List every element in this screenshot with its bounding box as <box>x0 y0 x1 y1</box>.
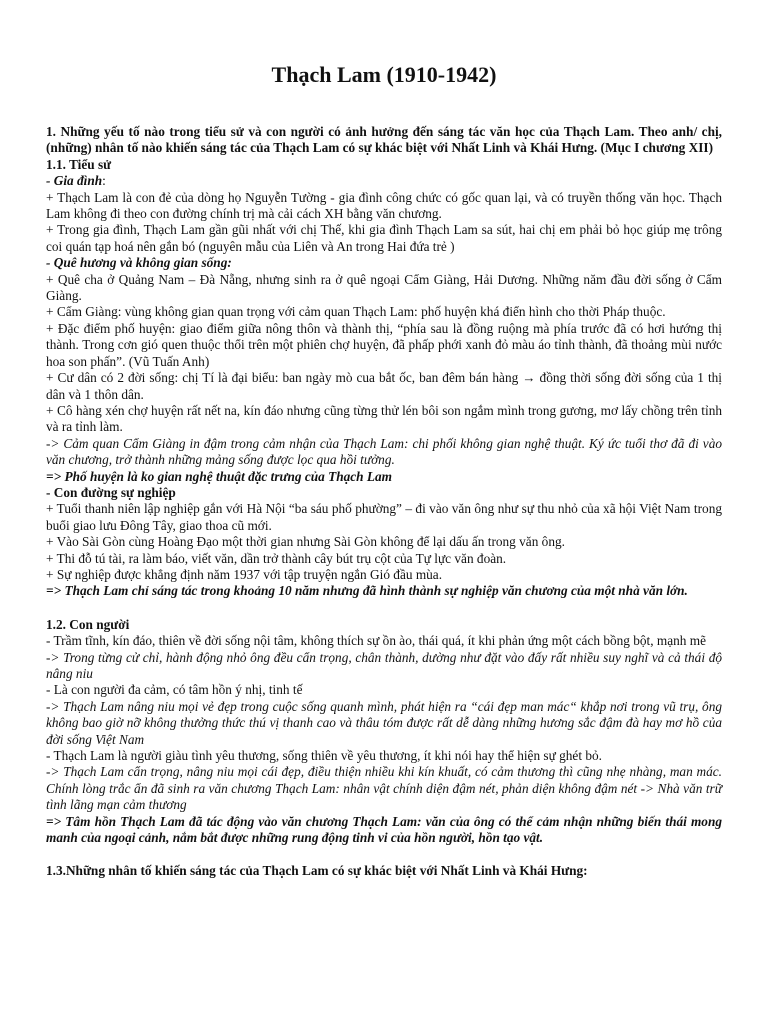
person-note-2: -> Thạch Lam nâng niu mọi vẻ đẹp trong cuộc sống quanh mình, phát hiện ra “cái đẹp man mác“ khắp nơi trong vũ trụ, ông không bao giờ nỡ không thưởng thức thú vị thanh cao và thâu tóm được rất dễ dàng những hương sắc đậm đà hay mơ hồ của đời sống Việt Nam <box>46 698 722 747</box>
person-paragraph-1: - Trầm tĩnh, kín đáo, thiên về đời sống nội tâm, không thích sự ồn ào, thái quá, ít khi phản ứng một cách bồng bột, mạnh mẽ <box>46 633 706 649</box>
family-label-line <box>46 173 722 189</box>
document-body <box>46 124 722 880</box>
career-paragraph-1: + Tuổi thanh niên lập nghiệp gắn với Hà Nội “ba sáu phố phường” – đi vào văn ông như sự thu nhỏ của xã hội Việt Nam trong buổi giao lưu Đông Tây, giao thoa cũ mới. <box>46 501 722 533</box>
career-paragraph-2: + Vào Sài Gòn cùng Hoàng Đạo một thời gian nhưng Sài Gòn không để lại dấu ấn trong văn ông. <box>46 534 565 550</box>
home-paragraph-3: + Đặc điểm phố huyện: giao điểm giữa nông thôn và thành thị, “phía sau là đồng ruộng mà phía trước đã có hơi hướng thị thành. Trong cơn gió quen thuộc thổi trên một phiên chợ huyện, đã phấp phới xanh đỏ màu áo tỉnh thành, đã thoảng mùi nước hoa son phấn”. (Vũ Tuấn Anh) <box>46 320 722 369</box>
home-paragraph-4-start: + Cư dân có 2 đời sống: chị Tí là đại biểu: ban ngày mò cua bắt ốc, ban đêm bán hàng <box>46 370 523 386</box>
family-label-colon: : <box>102 173 106 189</box>
person-conclusion: => Tâm hồn Thạch Lam đã tác động vào văn chương Thạch Lam: văn của ông có thể cảm nhận những biến thái mong manh của ngoại cảnh, nắm bắt được những rung động tinh vi của hồn người, hồn tạo vật. <box>46 813 722 846</box>
person-note-3: -> Thạch Lam cẩn trọng, nâng niu mọi cái đẹp, điều thiện nhiều khi kín khuất, có cảm thương thì cũng nhẹ nhàng, man mác. Chính lòng trắc ẩn đã sinh ra văn chương Thạch Lam: nhân vật chính diện đậm nét, phản diện không đậm nét -> Nhà văn trữ tình lãng mạn cảm thương <box>46 764 722 813</box>
section-gap <box>46 846 722 863</box>
career-label: - Con đường sự nghiệp <box>46 484 176 500</box>
home-paragraph-4 <box>46 370 722 403</box>
person-paragraph-2: - Là con người đa cảm, có tâm hồn ý nhị, tinh tế <box>46 682 303 698</box>
question-heading: 1. Những yếu tố nào trong tiểu sử và con người có ảnh hưởng đến sáng tác văn học của Thạch Lam. Theo anh/ chị, (những) nhân tố nào khiến sáng tác của Thạch Lam có sự khác biệt với Nhất Linh và Khái Hưng. (Mục I chương XII) <box>46 124 722 156</box>
home-paragraph-5: + Cô hàng xén chợ huyện rất nết na, kín đáo nhưng cũng từng thử lén bôi son ngắm mình trong gương, mơ lấy chồng trên tỉnh và ra tỉnh làm. <box>46 402 722 435</box>
home-conclusion: => Phố huyện là ko gian nghệ thuật đặc trưng của Thạch Lam <box>46 468 392 484</box>
home-paragraph-2: + Cẩm Giàng: vùng không gian quan trọng với cảm quan Thạch Lam: phố huyện khá điển hình cho thời Pháp thuộc. <box>46 304 666 320</box>
section-1-3-heading: 1.3.Những nhân tố khiến sáng tác của Thạch Lam có sự khác biệt với Nhất Linh và Khái Hưng: <box>46 863 588 879</box>
home-paragraph-4-end: đồng thời sống đời sống của 1 thị dân và 1 thôn dân. <box>46 370 722 402</box>
person-note-1: -> Trong từng cử chỉ, hành động nhỏ ông đều cẩn trọng, chân thành, dường như đặt vào đấy rất nhiều suy nghĩ và cả thái độ nâng niu <box>46 649 722 681</box>
home-paragraph-1: + Quê cha ở Quảng Nam – Đà Nẵng, nhưng sinh ra ở quê ngoại Cẩm Giàng, Hải Dương. Những năm đầu đời sống ở Cẩm Giàng. <box>46 271 722 304</box>
career-paragraph-4: + Sự nghiệp được khẳng định năm 1937 với tập truyện ngắn Gió đầu mùa. <box>46 566 443 582</box>
family-paragraph-2: + Trong gia đình, Thạch Lam gần gũi nhất với chị Thế, khi gia đình Thạch Lam sa sút, hai chị em phải bỏ học giúp mẹ trông coi quán tạp hoá nên gắn bó (nguyên mẫu của Liên và An trong Hai đứa trẻ ) <box>46 222 722 254</box>
family-paragraph-1: + Thạch Lam là con đẻ của dòng họ Nguyễn Tường - gia đình công chức có gốc quan lại, và có truyền thống văn học. Thạch Lam không đi theo con đường chính trị mà cải cách XH bằng văn chương. <box>46 189 722 222</box>
home-label: - Quê hương và không gian sống: <box>46 255 232 271</box>
section-gap <box>46 600 722 617</box>
arrow-right-icon: → <box>522 370 536 386</box>
career-paragraph-3: + Thi đỗ tú tài, ra làm báo, viết văn, dần trở thành cây bút trụ cột của Tự lực văn đoàn. <box>46 550 507 566</box>
section-1-1-heading: 1.1. Tiểu sử <box>46 156 112 172</box>
career-conclusion: => Thạch Lam chỉ sáng tác trong khoảng 10 năm nhưng đã hình thành sự nghiệp văn chương của một nhà văn lớn. <box>46 583 688 599</box>
family-label: - Gia đình <box>46 173 103 189</box>
document-title: Thạch Lam (1910-1942) <box>271 62 497 87</box>
person-paragraph-3: - Thạch Lam là người giàu tình yêu thương, sống thiên về yêu thương, ít khi nói hay thể hiện sự ghét bỏ. <box>46 748 602 764</box>
section-1-2-heading: 1.2. Con người <box>46 616 130 632</box>
home-note: -> Cảm quan Cẩm Giàng in đậm trong cảm nhận của Thạch Lam: chi phối không gian nghệ thuật. Ký ức tuổi thơ đã đi vào văn chương, trở thành những mảng sống được lọc qua hồi tưởng. <box>46 435 722 468</box>
